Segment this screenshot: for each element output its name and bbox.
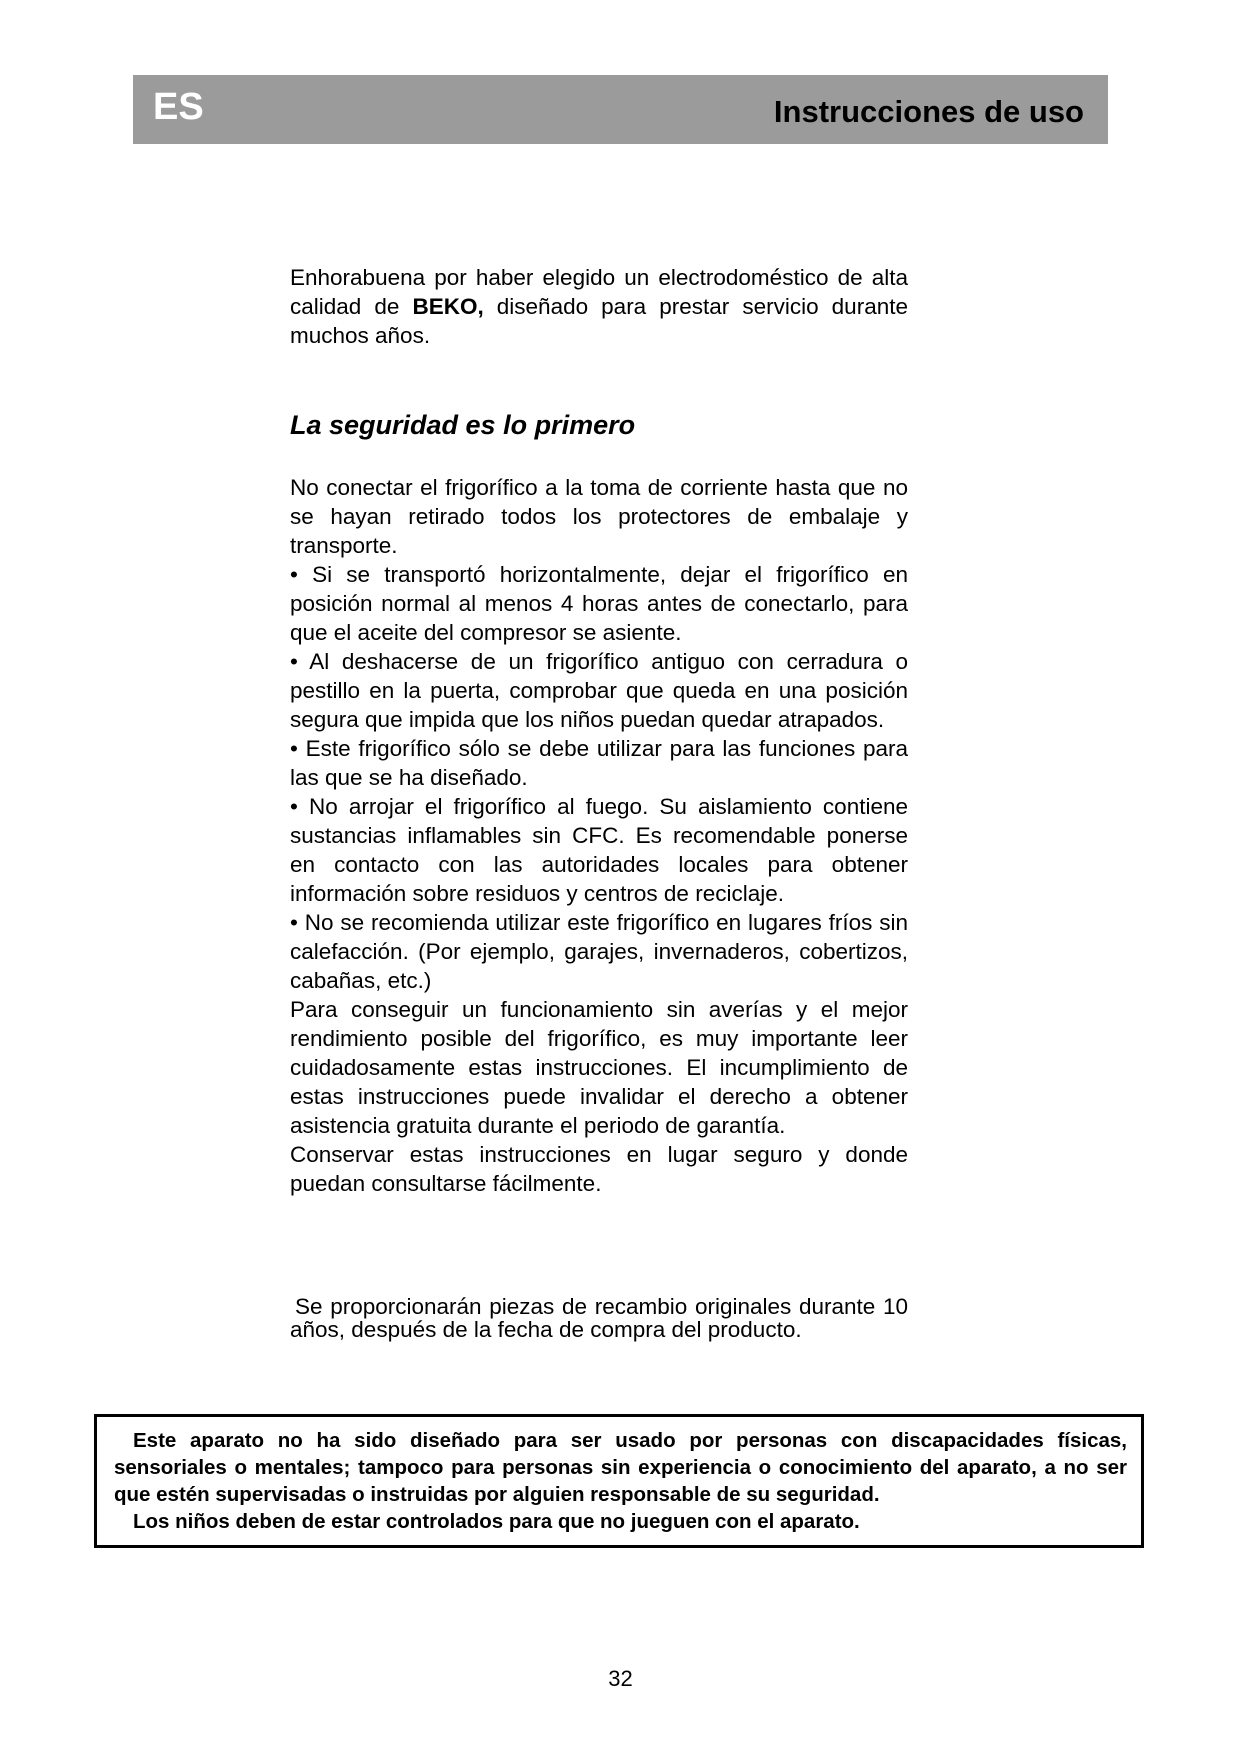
safety-paragraph: • Al deshacerse de un frigorífico antiguo con cerradura o pestillo en la puerta, comprobar que queda en una posición segura que impida que los niños puedan quedar atrapados. <box>290 649 908 732</box>
brand-name: BEKO, <box>412 294 484 319</box>
safety-paragraph: Conservar estas instrucciones en lugar seguro y donde puedan consultarse fácilmente. <box>290 1142 908 1196</box>
warning-notice-box <box>94 1414 1144 1548</box>
safety-paragraph: • Si se transportó horizontalmente, dejar el frigorífico en posición normal al menos 4 horas antes de conectarlo, para que el aceite del compresor se asiente. <box>290 562 908 645</box>
safety-paragraph: • Este frigorífico sólo se debe utilizar para las funciones para las que se ha diseñado. <box>290 736 908 790</box>
page-number: 32 <box>608 1666 633 1691</box>
safety-instructions <box>290 473 908 1198</box>
notice-text: Este aparato no ha sido diseñado para ser usado por personas con discapacidades físicas, sensoriales o mentales; tampoco para personas sin experiencia o conocimiento del aparato, a no ser que estén supervisadas o instruidas por alguien responsable de su seguridad. <box>114 1429 1127 1506</box>
intro-paragraph <box>290 263 908 350</box>
safety-paragraph: • No se recomienda utilizar este frigorífico en lugares fríos sin calefacción. (Por ejemplo, garajes, invernaderos, cobertizos, cabañas, etc.) <box>290 910 908 993</box>
intro-text-after: diseñado para prestar servicio durante muchos años. <box>290 294 908 348</box>
language-code: ES <box>153 86 204 128</box>
spare-parts-note: Se proporcionarán piezas de recambio originales durante 10 años, después de la fecha de compra del producto. <box>290 1294 908 1342</box>
section-heading: La seguridad es lo primero <box>290 410 636 440</box>
page-header-title: Instrucciones de uso <box>773 94 1084 129</box>
header-bar <box>133 75 1108 144</box>
safety-paragraph: Para conseguir un funcionamiento sin averías y el mejor rendimiento posible del frigorífico, es muy importante leer cuidadosamente estas instrucciones. El incumplimiento de estas instrucciones puede invalidar el derecho a obtener asistencia gratuita durante el periodo de garantía. <box>290 997 908 1138</box>
safety-paragraph: No conectar el frigorífico a la toma de corriente hasta que no se hayan retirado todos los protectores de embalaje y transporte. <box>290 475 908 558</box>
intro-text-before: Enhorabuena por haber elegido un electrodoméstico de alta calidad de <box>290 265 908 319</box>
safety-paragraph: • No arrojar el frigorífico al fuego. Su aislamiento contiene sustancias inflamables sin CFC. Es recomendable ponerse en contacto con las autoridades locales para obtener información sobre residuos y centros de reciclaje. <box>290 794 908 906</box>
notice-children-text: Los niños deben de estar controlados para que no jueguen con el aparato. <box>133 1510 860 1533</box>
